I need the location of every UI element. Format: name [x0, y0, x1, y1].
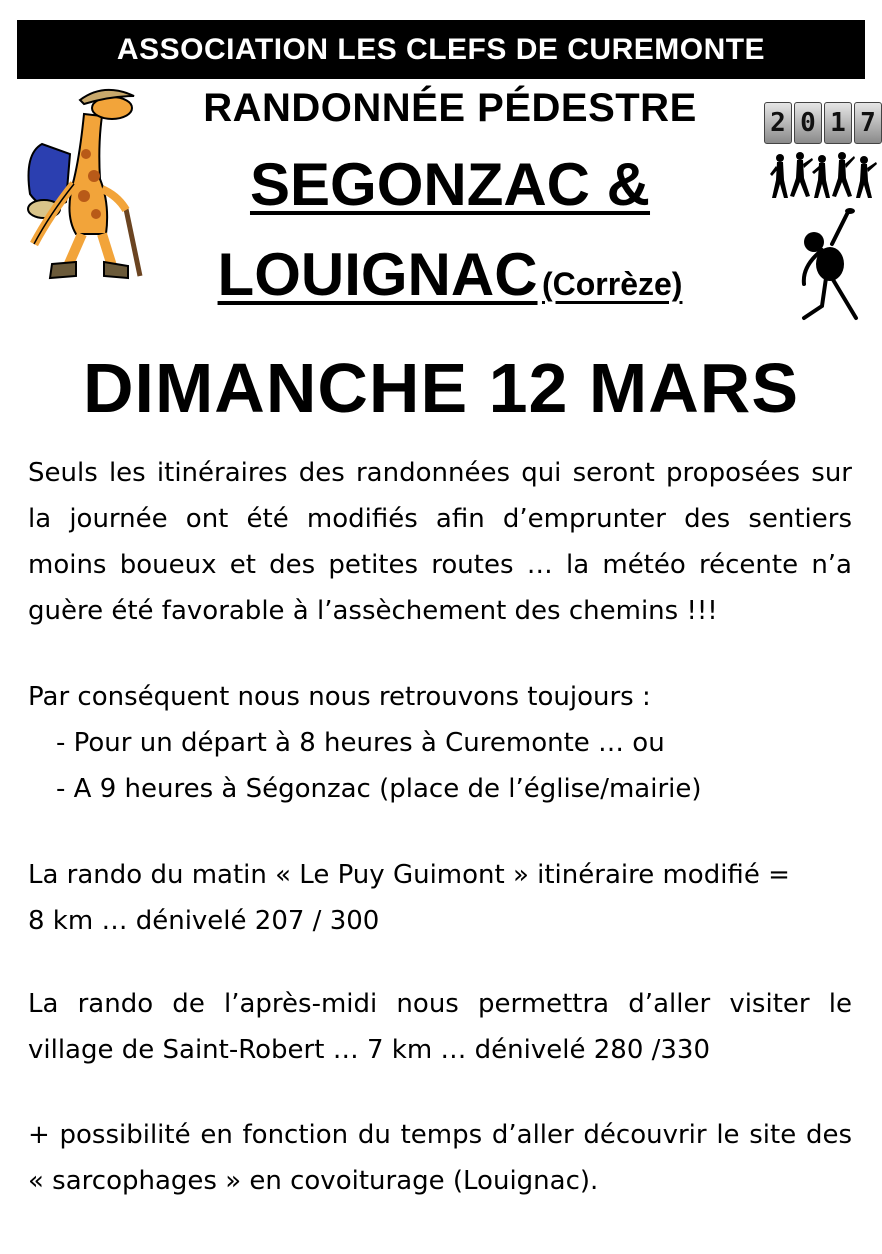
- year-digit: 2: [764, 102, 792, 144]
- extra-option: + possibilité en fonction du temps d’aller découvrir le site des « sarcophages » en covoiturage (Louignac).: [28, 1120, 852, 1196]
- running-figure-icon: [792, 206, 860, 324]
- year-digit: 1: [824, 102, 852, 144]
- intro-paragraph: Seuls les itinéraires des randonnées qui seront proposées sur la journée ont été modifiés afin d’emprunter des sentiers moins boueux et des petites routes … la météo récente n’a guère été favorable à l’assèchement des chemins !!!: [28, 458, 852, 626]
- meeting-intro: Par conséquent nous nous retrouvons toujours :: [28, 682, 651, 712]
- event-type: RANDONNÉE PÉDESTRE: [203, 86, 697, 130]
- meeting-section: [28, 674, 852, 812]
- meeting-item-curemonte: - Pour un départ à 8 heures à Curemonte … ou: [56, 728, 665, 758]
- title-region: (Corrèze): [541, 266, 683, 302]
- association-name: ASSOCIATION LES CLEFS DE CUREMONTE: [116, 32, 766, 66]
- meeting-item-segonzac: - A 9 heures à Ségonzac (place de l’église/mairie): [56, 774, 702, 804]
- year-counter: [764, 102, 882, 144]
- title-louignac: LOUIGNAC: [217, 241, 538, 308]
- event-date: DIMANCHE 12 MARS: [82, 349, 800, 427]
- association-banner: [17, 20, 865, 79]
- afternoon-hike: La rando de l’après-midi nous permettra d’aller visiter le village de Saint-Robert … 7 km … dénivelé 280 /330: [28, 989, 852, 1065]
- year-digit: 0: [794, 102, 822, 144]
- title-segonzac: SEGONZAC &: [249, 151, 651, 218]
- morning-hike-line2: 8 km … dénivelé 207 / 300: [28, 906, 380, 936]
- morning-hike-line1: La rando du matin « Le Puy Guimont » itinéraire modifié =: [28, 860, 790, 890]
- event-title-line2: [100, 240, 800, 309]
- year-digit: 7: [854, 102, 882, 144]
- morning-hike: [28, 852, 852, 944]
- event-title-line1: [150, 150, 750, 219]
- dancers-silhouette-icon: [770, 150, 878, 202]
